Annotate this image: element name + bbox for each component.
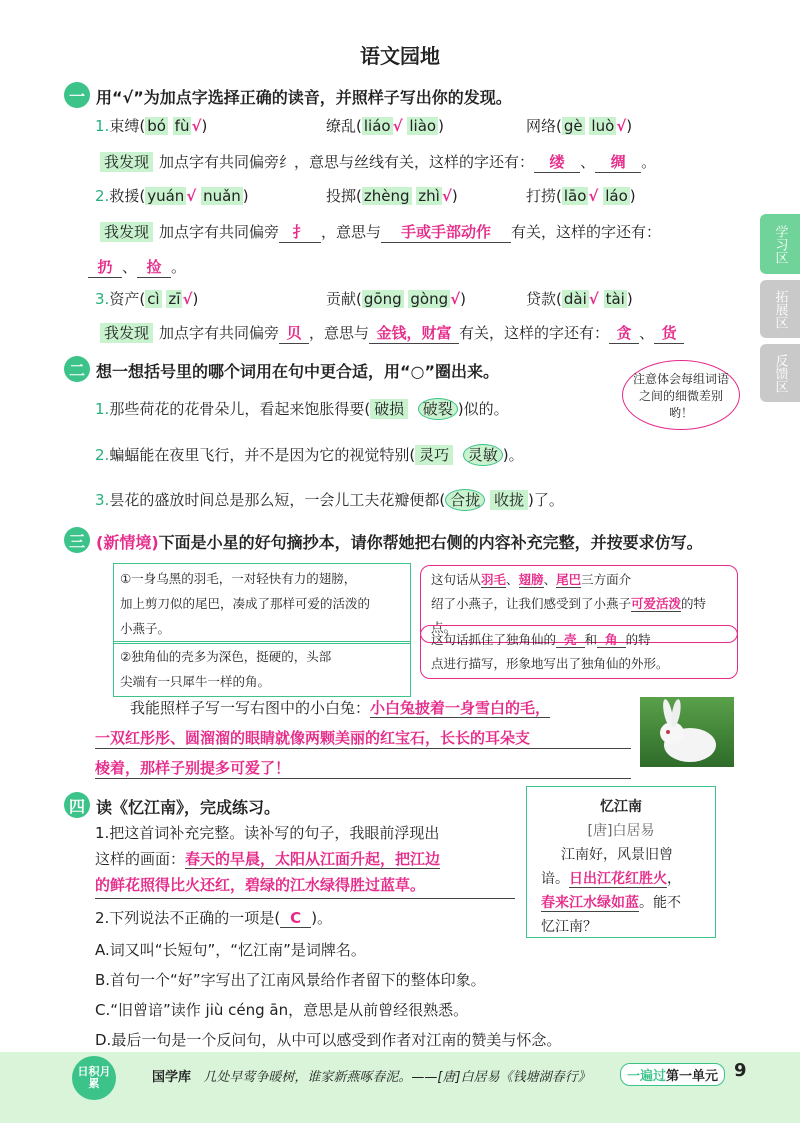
quote-2: ②独角仙的壳多为深色，挺硬的，头部 尖端有一只犀牛一样的角。 xyxy=(113,641,411,697)
section-badge-1: 一 xyxy=(64,82,90,108)
tick-mark: √ xyxy=(191,117,202,135)
s1-row2-item3: 打捞( lāo √ láo ) xyxy=(526,187,636,205)
side-tab-learn[interactable]: 学习区 xyxy=(760,214,800,274)
option-c: C.“旧曾谙”读作 jiù céng ān，意思是从前曾经很熟悉。 xyxy=(95,1001,469,1019)
s2-item-3: 3.昙花的盛放时间总是那么短，一会儿工夫花瓣便都( 合拢 收拢 )了。 xyxy=(95,491,564,509)
s1-discovery-3: 我发现 加点字有共同偏旁 贝 ，意思与 金钱，财富 有关，这样的字还有： 贪 、 货 xyxy=(100,322,684,344)
option-d: D.最后一句是一个反问句，从中可以感受到作者对江南的赞美与怀念。 xyxy=(95,1031,562,1049)
s1-row3-item2: 贡献( gōng gòng √) xyxy=(326,290,466,308)
s1-row1-item1: 1.束缚( bó fù √) xyxy=(95,117,208,135)
circled-answer: 破裂 xyxy=(418,398,458,420)
quote-1: ①一身乌黑的羽毛，一对轻快有力的翅膀， 加上剪刀似的尾巴，凑成了那样可爱的活泼的 小燕子。 xyxy=(113,563,411,644)
poem-box: 忆江南 [唐]白居易 江南好，风景旧曾 谙。日出江花红胜火， 春来江水绿如蓝。能不 忆江南？ xyxy=(526,786,716,938)
section-4-heading: 读《忆江南》，完成练习。 xyxy=(96,798,281,817)
tip-cloud: 注意体会每组词语之间的细微差别哟！ xyxy=(622,360,740,430)
circled-answer: 灵敏 xyxy=(463,444,503,466)
s1-row3-item1: 3.资产( cì zī √) xyxy=(95,290,199,308)
rabbit-photo xyxy=(640,697,734,767)
circled-answer: 合拢 xyxy=(445,489,485,511)
s2-item-2: 2.蝙蝠能在夜里飞行，并不是因为它的视觉特别( 灵巧 灵敏 )。 xyxy=(95,446,524,464)
s1-row3-item3: 贷款( dài √ tài ) xyxy=(526,290,633,308)
imitate-line-2: 一双红彤彤、圆溜溜的眼睛就像两颗美丽的红宝石，长长的耳朵支 xyxy=(95,727,631,749)
imitate-line-1: 我能照样子写一写右图中的小白兔：小白兔披着一身雪白的毛， xyxy=(130,699,551,717)
section-badge-4: 四 xyxy=(64,792,90,818)
s1-row2-item2: 投掷( zhèng zhì √) xyxy=(326,187,458,205)
bubble-1: 这句话从羽毛、翅膀、尾巴三方面介 绍了小燕子，让我们感受到了小燕子可爱活泼的特点。 xyxy=(420,565,738,643)
side-tab-feedback[interactable]: 反馈区 xyxy=(760,344,800,402)
page-number: 9 xyxy=(734,1060,747,1081)
s4-q2: 2.下列说法不正确的一项是( C )。 xyxy=(95,909,333,927)
footer-quote: 国学库 几处早莺争暖树，谁家新燕啄春泥。——[唐]白居易《钱塘湖春行》 xyxy=(152,1070,591,1085)
s1-discovery-1: 我发现 加点字有共同偏旁纟，意思与丝线有关，这样的字还有： 缕 、 绸 。 xyxy=(100,151,656,173)
bubble-2: 这句话抓住了独角仙的 壳 和 角 的特 点进行描写，形象地写出了独角仙的外形。 xyxy=(420,625,738,679)
s2-item-1: 1.那些荷花的花骨朵儿，看起来饱胀得要( 破损 破裂 )似的。 xyxy=(95,400,509,418)
section-3-heading: (新情境)下面是小星的好句摘抄本，请你帮她把右侧的内容补充完整，并按要求仿写。 xyxy=(96,533,703,552)
section-badge-2: 二 xyxy=(64,356,90,382)
section-badge-3: 三 xyxy=(64,527,90,553)
s4-q1: 1.把这首词补充完整。读补写的句子，我眼前浮现出 这样的画面：春天的早晨，太阳从江面升起，把江边 的鲜花照得比火还红，碧绿的江水绿得胜过蓝草。 xyxy=(95,820,515,899)
daily-badge: 日积月累 xyxy=(72,1056,116,1100)
section-1-heading: 用“√”为加点字选择正确的读音，并照样子写出你的发现。 xyxy=(96,88,512,107)
imitate-line-3: 棱着，那样子别提多可爱了！ xyxy=(95,757,631,779)
section-2-heading: 想一想括号里的哪个词用在句中更合适，用“○”圈出来。 xyxy=(96,362,499,381)
side-tab-expand[interactable]: 拓展区 xyxy=(760,280,800,338)
unit-label: 一遍过第一单元 xyxy=(620,1063,725,1086)
s1-row1-item2: 缭乱( liáo √ liào ) xyxy=(326,117,444,135)
s1-discovery-2: 我发现 加点字有共同偏旁 扌 ，意思与 手或手部动作 有关，这样的字还有： xyxy=(100,221,661,243)
s1-discovery-2-answers: 扔 、 捡 。 xyxy=(88,256,186,278)
option-a: A.词又叫“长短句”，“忆江南”是词牌名。 xyxy=(95,941,366,959)
option-b: B.首句一个“好”字写出了江南风景给作者留下的整体印象。 xyxy=(95,971,486,989)
s1-row1-item3: 网络( gè luò √) xyxy=(526,117,633,135)
s1-row2-item1: 2.救援( yuán √ nuǎn ) xyxy=(95,187,249,205)
page-title: 语文园地 xyxy=(360,44,440,68)
